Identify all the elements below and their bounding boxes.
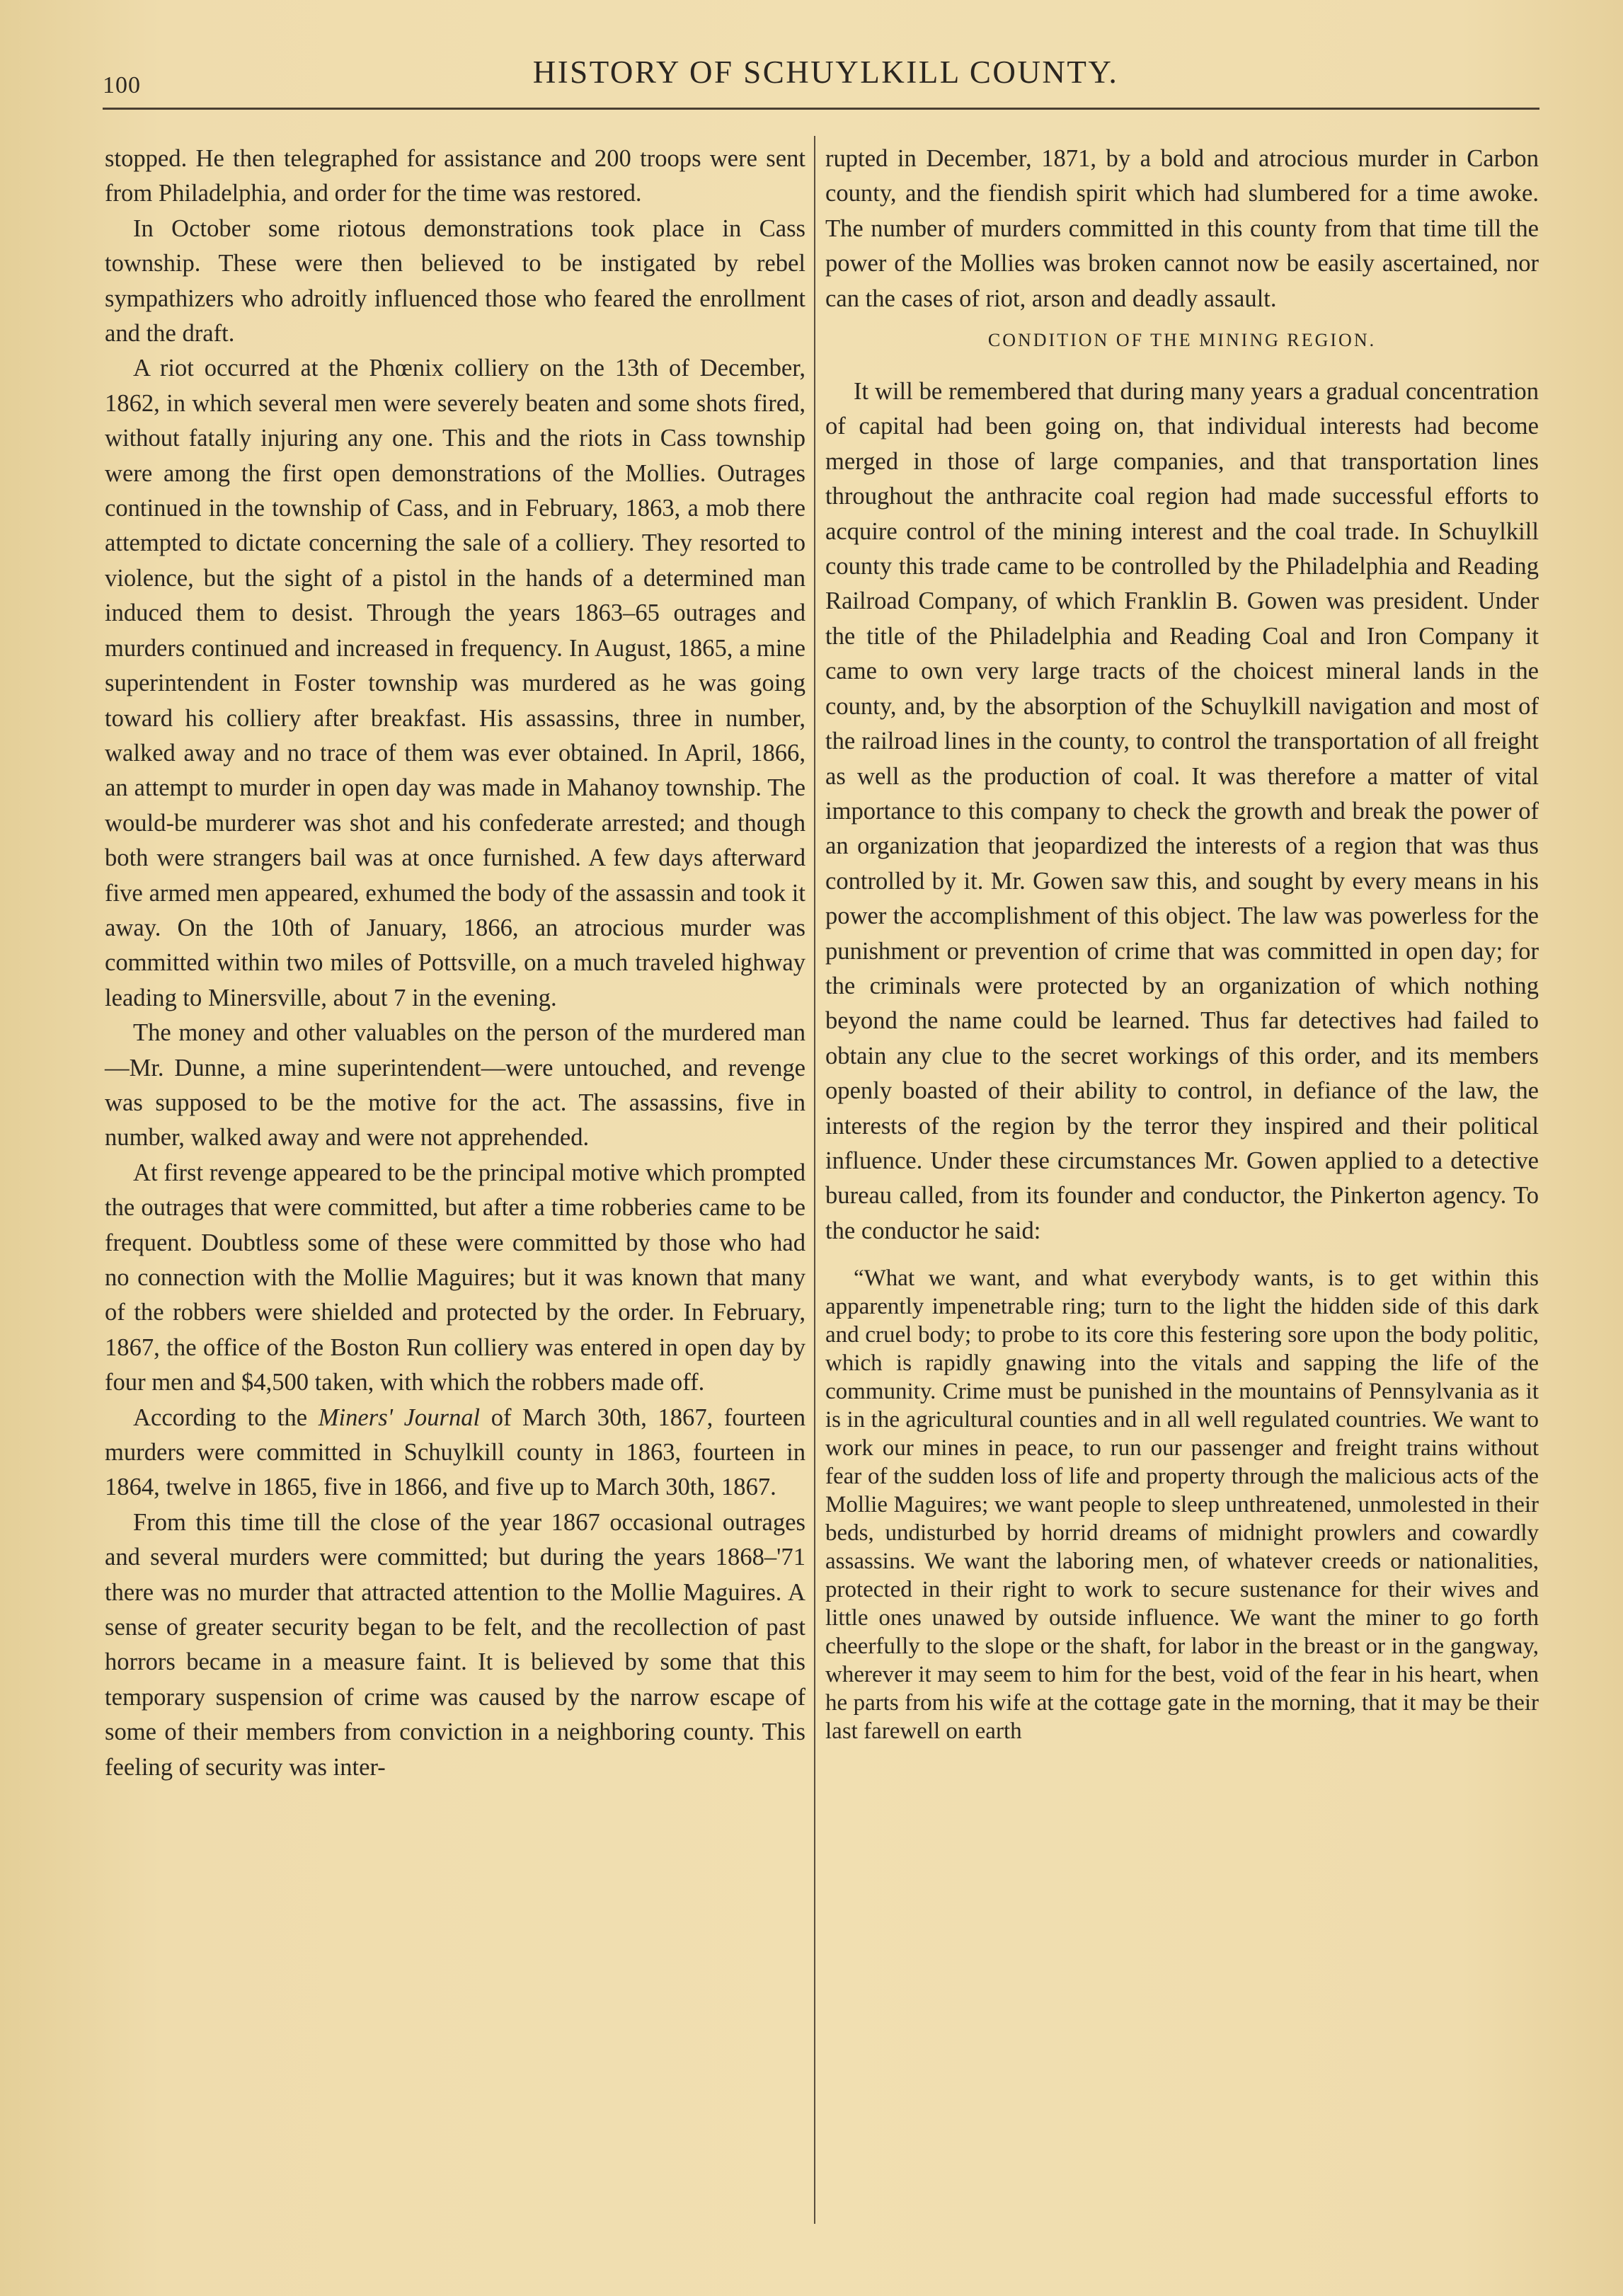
paragraph: From this time till the close of the year 1867 occasional outrages and several murders were committed; but during the years 1868–'71 there was no murder that attracted attention to the Mollie Maguires. A sense of greater security began to be felt, and the recollection of past horrors became in a measure faint. It is believed by some that this temporary suspension of crime was caused by the narrow escape of some of their members from conviction in a neighboring county. This feeling of security was inter- (105, 1508, 805, 1781)
paragraph: In October some riotous demonstrations took place in Cass township. These were then believed to be instigated by rebel sympathizers who adroitly influenced those who feared the enrollment and the draft. (105, 214, 805, 348)
column-divider (814, 136, 815, 2224)
header-rule (103, 108, 1539, 110)
paragraph (105, 1401, 805, 1505)
page-number: 100 (103, 72, 141, 98)
running-head-title: HISTORY OF SCHUYLKILL COUNTY. (532, 54, 1119, 90)
paragraph: stopped. He then telegraphed for assistance and 200 troops were sent from Philadelphia, and order for the time was restored. (105, 145, 805, 207)
paragraph: At first revenge appeared to be the principal motive which prompted the outrages that were committed, but after a time robberies came to be frequent. Doubtless some of these were committed by those who had no connection with the Mollie Maguires; but it was known that many of the robbers were shielded and protected by the order. In February, 1867, the office of the Boston Run colliery was entered in open day by four men and $4,500 taken, with which the robbers made off. (105, 1159, 805, 1396)
paragraph: A riot occurred at the Phœnix colliery on the 13th of December, 1862, in which several men were severely beaten and some shots fired, without fatally injuring any one. This and the riots in Cass township were among the first open demonstrations of the Mollies. Outrages continued in the township of Cass, and in February, 1863, a mob there attempted to dictate concerning the sale of a colliery. They resorted to violence, but the sight of a pistol in the hands of a determined man induced them to desist. Through the years 1863–65 outrages and murders continued and increased in frequency. In August, 1865, a mine superintendent in Foster township was murdered as he was going toward his colliery after breakfast. His assassins, three in number, walked away and no trace of them was ever obtained. In April, 1866, an attempt to murder in open day was made in Mahanoy township. The would-be murderer was shot and his confederate arrested; and though both were strangers bail was at once furnished. A few days afterward five armed men appeared, exhumed the body of the assassin and took it away. On the 10th of January, 1866, an atrocious murder was committed within two miles of Pottsville, on a much traveled highway leading to Minersville, about 7 in the evening. (105, 355, 805, 1011)
section-heading: CONDITION OF THE MINING REGION. (987, 330, 1377, 351)
text-run: According to the (133, 1404, 319, 1431)
block-quote: “What we want, and what everybody wants, is to get within this apparently impenetrable ring; turn to the light the hidden side of this dark and cruel body; to probe to its core this festering sore upon the body politic, which is rapidly gnawing into the vitals and sapping the life of the community. Crime must be punished in the mountains of Pennsylvania as it is in the agricultural counties and in all well regulated countries. We want to work our mines in peace, to run our passenger and freight trains without fear of the sudden loss of life and property through the malicious acts of the Mollie Maguires; we want people to sleep unthreatened, unmolested in their beds, undisturbed by horrid dreams of midnight prowlers and cowardly assassins. We want the laboring men, of whatever creeds or nationalities, protected in their right to work to secure sustenance for their wives and little ones unawed by outside influence. We want the miner to go forth cheerfully to the slope or the shaft, for labor in the breast or in the gangway, wherever it may seem to him for the best, void of the fear in his heart, when he parts from his wife at the cottage gate in the morning, that it may be their last farewell on earth (825, 1265, 1539, 1745)
italic-citation: Miners' Journal (318, 1404, 481, 1431)
paragraph: The money and other valuables on the person of the murdered man—Mr. Dunne, a mine superintendent—were untouched, and revenge was supposed to be the motive for the act. The assassins, five in number, walked away and were not apprehended. (105, 1019, 805, 1152)
paragraph: It will be remembered that during many years a gradual concentration of capital had been going on, that individual interests had become merged in those of large companies, and that transportation lines throughout the anthracite coal region had made successful efforts to acquire control of the mining interest and the coal trade. In Schuylkill county this trade came to be controlled by the Philadelphia and Reading Railroad Company, of which Franklin B. Gowen was president. Under the title of the Philadelphia and Reading Coal and Iron Company it came to own very large tracts of the choicest mineral lands in the county, and, by the absorption of the Schuylkill navigation and most of the railroad lines in the county, to control the transportation of all freight as well as the production of coal. It was therefore a matter of vital importance to this company to check the growth and break the power of an organization that jeopardized the interests of a region that was thus controlled by it. Mr. Gowen saw this, and sought by every means in his power the accomplishment of this object. The law was powerless for the punishment or prevention of crime that was committed in open day; for the criminals were protected by an organization of which nothing beyond the name could be learned. Thus far detectives had failed to obtain any clue to the secret workings of this order, and its members openly boasted of their ability to control, in defiance of the law, the interests of the region by the terror they inspired and their political influence. Under these circumstances Mr. Gowen applied to a detective bureau called, from its founder and conductor, the Pinkerton agency. To the conductor he said: (825, 378, 1539, 1244)
right-column (825, 142, 1539, 2222)
text-run: of March 30th, 1867, fourteen murders were committed in Schuylkill county in 1863, fourteen in 1864, twelve in 1865, five in 1866, and five up to March 30th, 1867. (105, 1404, 805, 1501)
left-column (105, 142, 805, 2222)
paragraph: rupted in December, 1871, by a bold and atrocious murder in Carbon county, and the fiendish spirit which had slumbered for a time awoke. The number of murders committed in this county from that time till the power of the Mollies was broken cannot now be easily ascertained, nor can the cases of riot, arson and deadly assault. (825, 145, 1539, 312)
